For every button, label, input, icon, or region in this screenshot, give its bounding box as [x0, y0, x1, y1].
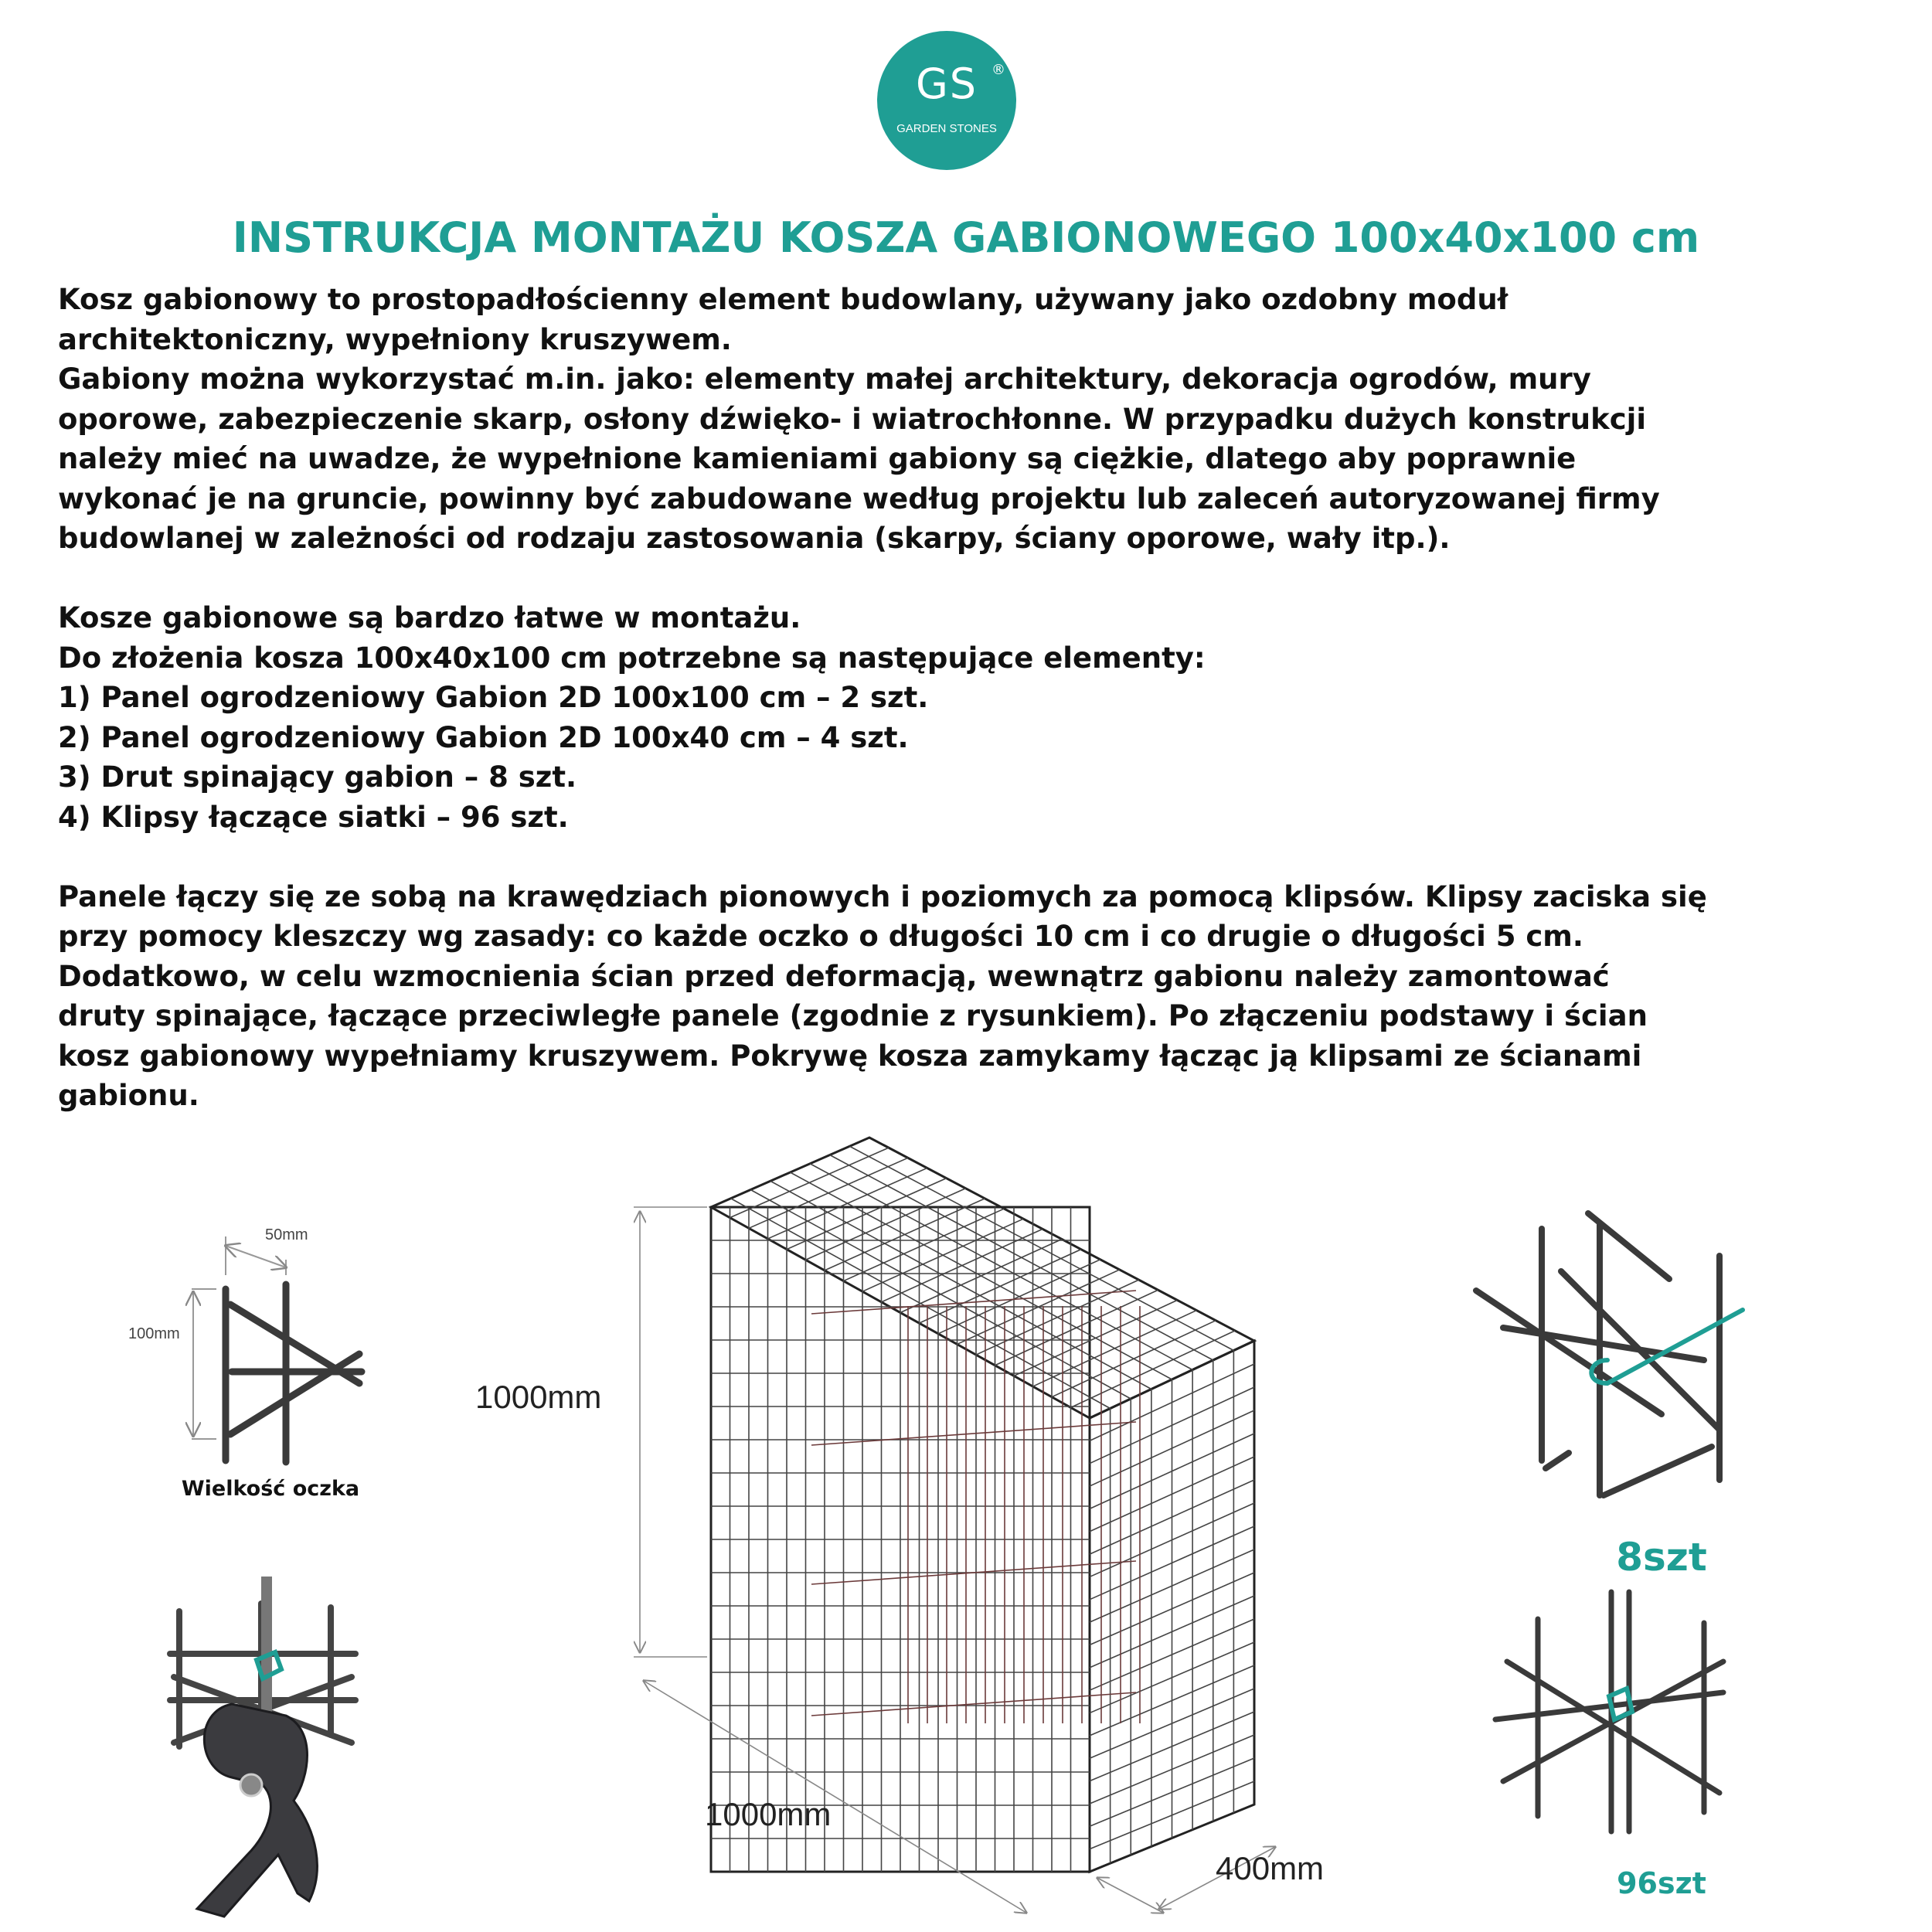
logo-name: GARDEN STONES — [896, 122, 997, 135]
body-line: 1) Panel ogrodzeniowy Gabion 2D 100x100 cm – 2 szt. — [58, 681, 929, 714]
paragraph-gap — [58, 559, 1928, 599]
assembly-drawing — [0, 1113, 1932, 1932]
page-title: INSTRUKCJA MONTAŻU KOSZA GABIONOWEGO 100x40x100 cm — [232, 213, 1700, 262]
body-line: gabionu. — [58, 1079, 199, 1112]
body-line: Dodatkowo, w celu wzmocnienia ścian przed deformacją, wewnątrz gabionu należy zamontować — [58, 959, 1610, 993]
body-line: Do złożenia kosza 100x40x100 cm potrzebne są następujące elementy: — [58, 641, 1206, 675]
logo-registered-mark: ® — [992, 62, 1005, 78]
body-line: Kosze gabionowe są bardzo łatwe w montażu. — [58, 601, 801, 634]
body-line: należy mieć na uwadze, że wypełnione kamieniami gabiony są ciężkie, dlatego aby poprawnie — [58, 442, 1577, 475]
body-line: oporowe, zabezpieczenie skarp, osłony dźwięko- i wiatrochłonne. W przypadku dużych konstrukcji — [58, 402, 1647, 436]
clip-count: 96szt — [1617, 1866, 1706, 1900]
body-line: Gabiony można wykorzystać m.in. jako: elementy małej architektury, dekoracja ogrodów, mury — [58, 362, 1591, 396]
body-line: budowlanej w zależności od rodzaju zastosowania (skarpy, ściany oporowe, wały itp.). — [58, 522, 1451, 555]
mesh-width-label: 50mm — [265, 1226, 308, 1243]
gabion-height-label: 1000mm — [475, 1379, 602, 1415]
clip-detail-diagram — [1495, 1592, 1723, 1900]
mesh-size-diagram — [128, 1226, 362, 1501]
body-line: wykonać je na gruncie, powinny być zabudowane według projektu lub zaleceń autoryzowanej firmy — [58, 481, 1660, 515]
gabion-width-label: 1000mm — [705, 1796, 832, 1832]
body-line: kosz gabionowy wypełniamy kruszywem. Pokrywę kosza zamykamy łącząc ją klipsami ze ścianami — [58, 1039, 1642, 1073]
body-line: architektoniczny, wypełniony kruszywem. — [58, 322, 732, 356]
gabion-depth-label: 400mm — [1216, 1850, 1325, 1886]
mesh-size-caption: Wielkość oczka — [181, 1477, 360, 1501]
wire-count: 8szt — [1616, 1535, 1707, 1580]
garden-stones-logo — [877, 31, 1016, 170]
body-line: Kosz gabionowy to prostopadłościenny element budowlany, używany jako ozdobny moduł — [58, 283, 1509, 316]
body-line: druty spinające, łączące przeciwległe panele (zgodnie z rysunkiem). Po złączeniu podstawy i ścian — [58, 999, 1648, 1032]
body-line: 4) Klipsy łączące siatki – 96 szt. — [58, 800, 569, 834]
gabion-basket-diagram — [475, 1138, 1324, 1913]
paragraph-gap — [58, 837, 1928, 877]
body-line: Panele łączy się ze sobą na krawędziach pionowych i poziomych za pomocą klipsów. Klipsy zaciska się — [58, 879, 1707, 913]
body-line: przy pomocy kleszczy wg zasady: co każde oczko o długości 10 cm i co drugie o długości 5 cm. — [58, 920, 1583, 953]
mesh-height-label: 100mm — [128, 1325, 180, 1342]
body-line: 2) Panel ogrodzeniowy Gabion 2D 100x40 cm – 4 szt. — [58, 720, 909, 754]
pliers-icon — [197, 1704, 317, 1917]
body-line: 3) Drut spinający gabion – 8 szt. — [58, 760, 577, 794]
pliers-clip-diagram — [170, 1577, 355, 1917]
bracing-wire-diagram — [1476, 1213, 1743, 1580]
instruction-text — [58, 280, 1928, 1116]
logo-mark: GS — [915, 60, 978, 108]
